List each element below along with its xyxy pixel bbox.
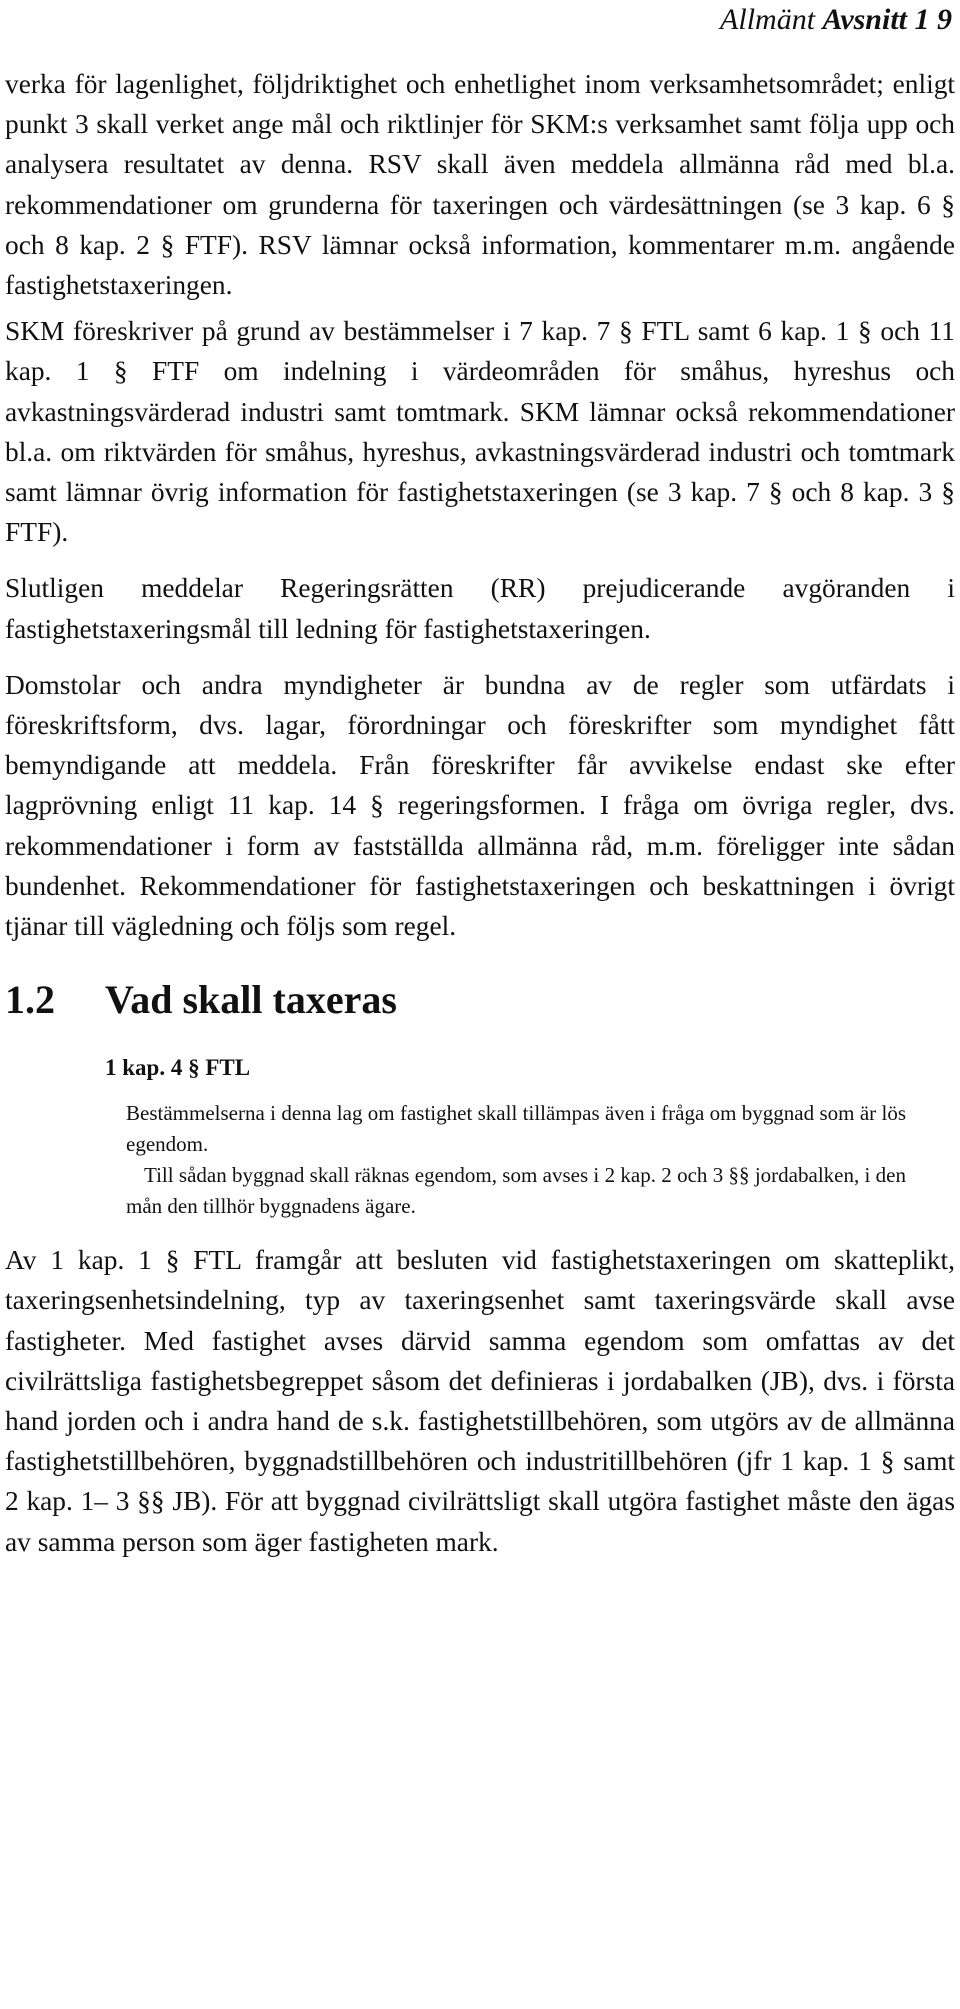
section-title: Vad skall taxeras (105, 977, 397, 1023)
section-heading (5, 952, 955, 1048)
document-body (5, 64, 955, 1568)
paragraph: Av 1 kap. 1 § FTL framgår att besluten vid fastighetstaxeringen om skatteplikt, taxeringsenhetsindelning, typ av taxeringsenhet samt taxeringsvärde skall avse fastigheter. Med fastighet avses därvid samma egendom som omfattas av det civilrättsliga fastighetsbegreppet såsom det definieras i jordabalken (JB), dvs. i första hand jorden och i andra hand de s.k. fastighetstillbehören, som utgörs av de allmänna fastighetstillbehören, byggnadstillbehören och industritillbehören (jfr 1 kap. 1 § samt 2 kap. 1– 3 §§ JB). För att byggnad civilrättsligt skall utgöra fastighet måste den ägas av samma person som äger fastigheten mark. (5, 1245, 955, 1557)
law-reference: 1 kap. 4 § FTL (105, 1055, 251, 1081)
quote-paragraph: Till sådan byggnad skall räknas egendom, som avses i 2 kap. 2 och 3 §§ jordabalken, i den mån den tillhör byggnadens ägare. (126, 1163, 906, 1219)
header-italic-text: Allmänt (720, 3, 816, 36)
paragraph: Slutligen meddelar Regeringsrätten (RR) prejudicerande avgöranden i fastighetstaxeringsmål till ledning för fastighetstaxeringen. (5, 573, 955, 644)
paragraph: Domstolar och andra myndigheter är bundna av de regler som utfärdats i föreskriftsform, dvs. lagar, förordningar och föreskrifter som myndighet fått bemyndigande att meddela. Från föreskrifter får avvikelse endast ske efter lagprövning enligt 11 kap. 14 § regeringsformen. I fråga om övriga regler, dvs. rekommendationer i form av fastställda allmänna råd, m.m. föreligger inte sådan bundenhet. Rekommendationer för fastighetstaxeringen och beskattningen i övrigt tjänar till vägledning och följs som regel. (5, 669, 955, 942)
header-section-label: Avsnitt 1 (822, 3, 930, 36)
statute-quote (126, 1098, 906, 1222)
paragraph: verka för lagenlighet, följdriktighet och enhetlighet inom verksamhetsområdet; enligt punkt 3 skall verket ange mål och riktlinjer för SKM:s verksamhet samt följa upp och analysera resultatet av denna. RSV skall även meddela allmänna råd med bl.a. rekommendationer om grunderna för taxeringen och värdesättningen (se 3 kap. 6 § och 8 kap. 2 § FTF). RSV lämnar också information, kommentarer m.m. angående fastighetstaxeringen. (5, 69, 955, 301)
running-header (720, 0, 952, 40)
page-number: 9 (937, 3, 952, 36)
paragraph: SKM föreskriver på grund av bestämmelser i 7 kap. 7 § FTL samt 6 kap. 1 § och 11 kap. 1 § FTF om indelning i värdeområden för småhus, hyreshus och avkastningsvärderad industri samt tomtmark. SKM lämnar också rekommendationer bl.a. om riktvärden för småhus, hyreshus, avkastningsvärderad industri och tomtmark samt lämnar övrig information för fastighetstaxeringen (se 3 kap. 7 § och 8 kap. 3 § FTF). (5, 316, 955, 548)
section-number: 1.2 (5, 977, 55, 1023)
quote-paragraph: Bestämmelserna i denna lag om fastighet skall tillämpas även i fråga om byggnad som är lös egendom. (126, 1101, 906, 1157)
